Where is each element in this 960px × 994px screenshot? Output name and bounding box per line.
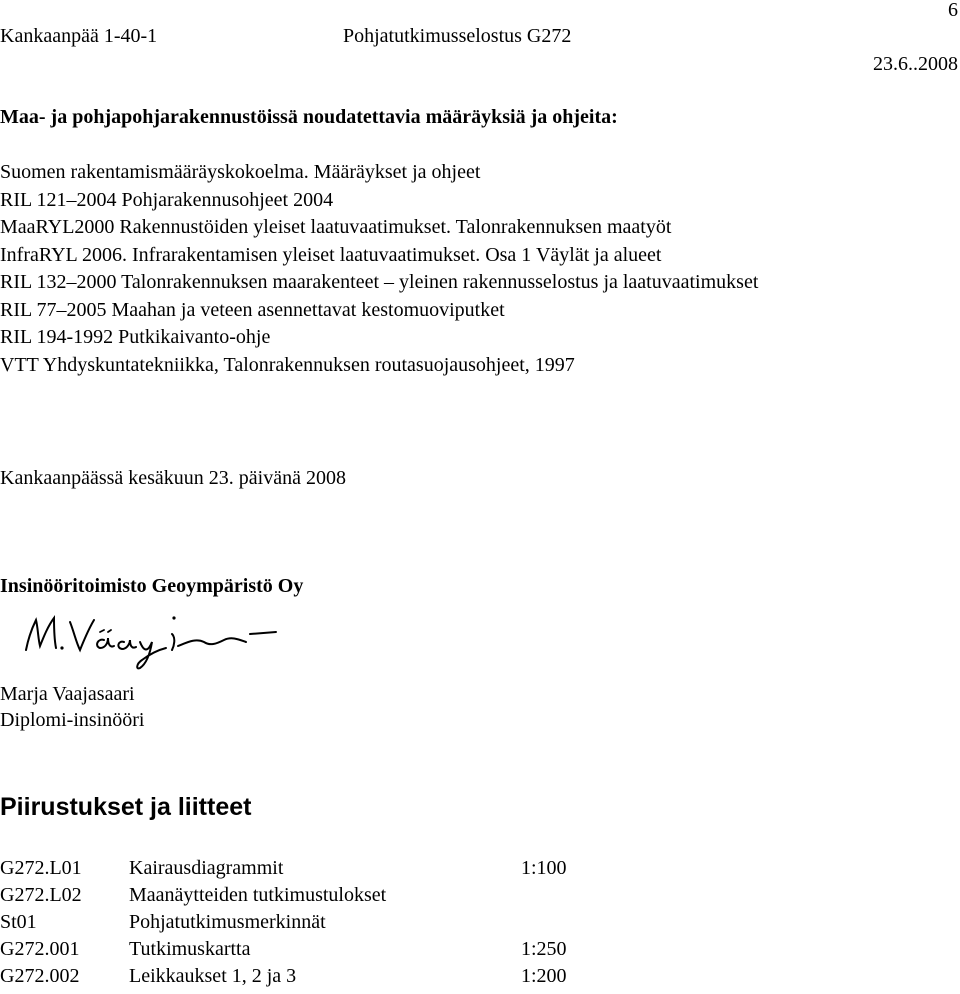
attachment-description: Leikkaukset 1, 2 ja 3	[129, 965, 297, 987]
regulations-list	[0, 160, 758, 380]
table-row	[0, 856, 620, 883]
attachment-description: Kairausdiagrammit	[129, 857, 284, 879]
place-date: Kankaanpäässä kesäkuun 23. päivänä 2008	[0, 467, 346, 489]
regulation-item: RIL 194-1992 Putkikaivanto-ohje	[0, 326, 271, 348]
header-date: 23.6..2008	[873, 53, 958, 75]
attachment-code: G272.001	[0, 938, 80, 960]
attachment-scale: 1:200	[521, 965, 567, 987]
regulation-item: VTT Yhdyskuntatekniikka, Talonrakennuksen routasuojausohjeet, 1997	[0, 353, 575, 376]
attachments-heading: Piirustukset ja liitteet	[0, 793, 252, 821]
table-row	[0, 910, 620, 937]
regulation-item: MaaRYL2000 Rakennustöiden yleiset laatuvaatimukset. Talonrakennuksen maatyöt	[0, 216, 672, 238]
signer-title: Diplomi-insinööri	[0, 709, 145, 731]
attachment-description: Pohjatutkimusmerkinnät	[129, 911, 326, 933]
attachment-scale: 1:100	[521, 857, 567, 879]
table-row	[0, 964, 620, 991]
attachment-code: G272.002	[0, 965, 80, 987]
handwritten-signature	[20, 612, 280, 672]
table-row	[0, 937, 620, 964]
company-name: Insinööritoimisto Geoympäristö Oy	[0, 575, 304, 597]
attachment-code: G272.L02	[0, 884, 82, 906]
attachment-description: Maanäytteiden tutkimustulokset	[129, 884, 387, 906]
attachment-description: Tutkimuskartta	[129, 938, 251, 960]
regulation-item: InfraRYL 2006. Infrarakentamisen yleiset laatuvaatimukset. Osa 1 Väylät ja alueet	[0, 243, 662, 266]
table-row	[0, 883, 620, 910]
regulation-item: RIL 77–2005 Maahan ja veteen asennettavat kestomuoviputket	[0, 298, 505, 321]
header-document-title: Pohjatutkimusselostus G272	[343, 25, 572, 47]
regulation-item: Suomen rakentamismääräyskokoelma. Määräykset ja ohjeet	[0, 161, 481, 183]
attachment-code: St01	[0, 911, 37, 933]
regulation-item: RIL 132–2000 Talonrakennuksen maarakenteet – yleinen rakennusselostus ja laatuvaatimukset	[0, 271, 759, 293]
regulation-item: RIL 121–2004 Pohjarakennusohjeet 2004	[0, 188, 334, 211]
regulations-heading: Maa- ja pohjapohjarakennustöissä noudatettavia määräyksiä ja ohjeita:	[0, 106, 618, 128]
attachment-scale: 1:250	[521, 938, 567, 960]
attachments-table	[0, 856, 620, 991]
page-number: 6	[948, 0, 958, 21]
attachment-code: G272.L01	[0, 857, 82, 879]
signer-name: Marja Vaajasaari	[0, 683, 135, 705]
header-left: Kankaanpää 1-40-1	[0, 25, 158, 47]
